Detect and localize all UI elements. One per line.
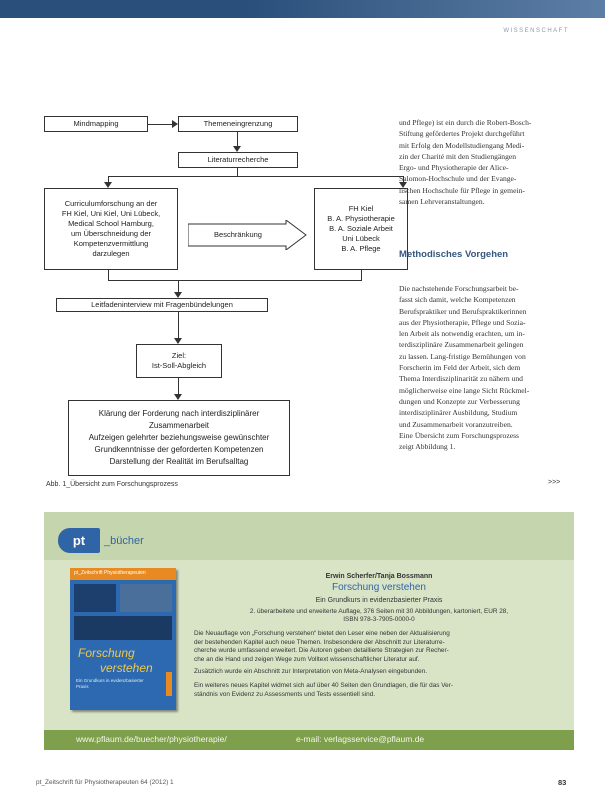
box-line: um Überschneidung der — [70, 229, 152, 238]
box-line: Grundkenntnisse der geforderten Kompetenzen — [94, 445, 264, 454]
top-color-bar — [0, 0, 605, 18]
box-text — [327, 204, 395, 254]
cover-photo — [120, 584, 172, 612]
box-line: B. A. Physiotherapie — [327, 214, 395, 223]
text-line: Ergo- und Physiotherapie der Alice- — [399, 163, 509, 173]
connector — [178, 378, 179, 394]
connector — [237, 168, 238, 176]
cover-photo — [74, 616, 172, 640]
text-line: Salomon-Hochschule und der Evange- — [399, 174, 517, 184]
book-description-2: Zusätzlich wurde ein Abschnitt zur Interpretation von Meta-Analysen eingebunden. — [194, 668, 428, 675]
box-line: Zusammenarbeit — [148, 421, 210, 430]
text-line: und Pflege) ist ein durch die Robert-Bosch- — [399, 118, 532, 127]
book-details: 2. überarbeitete und erweiterte Auflage, 376 Seiten mit 30 Abbildungen, kartoniert, EUR 28, — [249, 608, 509, 615]
box-text — [89, 408, 270, 468]
connector — [148, 124, 172, 125]
book-cover-subtitle: Ein Grundkurs in evidenzbasierter Praxis — [76, 678, 144, 689]
continue-marker: >>> — [548, 479, 561, 486]
text-line: Die Neuauflage von „Forschung verstehen“ bietet den Leser eine neben der Aktualisierung — [194, 630, 450, 637]
box-line: Darstellung der Realität im Berufsalltag — [109, 457, 249, 466]
box-label: Mindmapping — [73, 119, 119, 128]
connector — [178, 312, 179, 338]
connector — [108, 270, 109, 280]
text-line: der bestehenden Kapitel auch neue Themen. Insbesondere der Abschnitt zur Literaturre- — [194, 638, 445, 646]
connector — [108, 280, 362, 281]
box-line: Kompetenzvermittlung — [73, 239, 149, 248]
box-line: Ziel: — [171, 351, 187, 360]
box-line: Uni Lübeck — [342, 234, 380, 243]
paragraph-intro — [399, 117, 569, 207]
box-line: Ist-Soll-Abgleich — [151, 361, 207, 370]
text-line: Berufspraktiker und Berufspraktikerinnen — [399, 306, 527, 316]
text-line: cherche wurde umfassend erweitert. Die Autoren geben detaillierte Strategien zur Recher- — [194, 647, 449, 655]
box-mindmapping — [44, 116, 148, 132]
book-cover-title: verstehen — [100, 661, 153, 675]
text-line: Die nachstehende Forschungsarbeit be- — [399, 284, 519, 293]
book-description — [194, 630, 564, 664]
paragraph-methods — [399, 283, 569, 452]
text-line: samen Lehrveranstaltungen. — [399, 197, 485, 207]
box-text — [62, 199, 160, 259]
connector — [108, 176, 404, 177]
text-line: interdisziplinärer Ausbildung, Studium — [399, 408, 518, 418]
text-line: fasst sich damit, welche Kompetenzen — [399, 295, 516, 305]
box-label: Themeneingrenzung — [203, 119, 273, 128]
book-isbn: ISBN 978-3-7905-0000-0 — [343, 616, 415, 623]
publisher-link[interactable]: www.pflaum.de/buecher/physiotherapie/ — [76, 734, 227, 744]
text-line: zeigt Abbildung 1. — [399, 442, 456, 452]
page-number: 83 — [558, 778, 567, 787]
text-line: Forscherin im Feld der Arbeit, sich dem — [399, 363, 521, 373]
book-cover[interactable] — [70, 568, 176, 710]
box-line: B. A. Soziale Arbeit — [329, 224, 393, 233]
box-leitfadeninterview — [56, 298, 268, 312]
connector — [237, 132, 238, 146]
box-line: FH Kiel — [348, 204, 374, 213]
book-description-3 — [194, 682, 564, 699]
text-line: möglicherweise eine lange Sicht Rückmel- — [399, 385, 530, 395]
box-line: FH Kiel, Uni Kiel, Uni Lübeck, — [61, 209, 161, 218]
text-line: zin der Charité mit den Studiengängen — [399, 151, 517, 161]
box-line: Klärung der Forderung nach interdisziplinärer — [98, 409, 260, 418]
text-line: che an die Hand und zeigen Wege zum Volltext wissenschaftlicher Literatur auf. — [194, 655, 420, 663]
figure-caption: Abb. 1_Übersicht zum Forschungsprozess — [46, 481, 178, 488]
text-line: ständnis von Evidenz zu Assessments und Tests essentiell sind. — [194, 690, 376, 698]
text-line: Stiftung gefördertes Projekt durchgeführt — [399, 129, 525, 139]
box-label: Leitfadeninterview mit Fragenbündelungen — [91, 300, 233, 309]
book-cover-title: Forschung — [78, 646, 135, 660]
book-authors: Erwin Scherfer/Tanja Bossmann — [325, 573, 433, 580]
connector — [361, 270, 362, 280]
book-series: pt_Zeitschrift Physiotherapeuten — [74, 570, 146, 576]
pt-logo: pt — [58, 528, 100, 553]
text-line: aus der Physiotherapie, Pflege und Sozia- — [399, 317, 526, 327]
text-line: und Zusammenarbeit voranzutreiben. — [399, 419, 513, 429]
email-link[interactable]: e-mail: verlagsservice@pflaum.de — [296, 734, 425, 744]
box-label: Literaturrecherche — [207, 155, 269, 164]
text-line: Thema Interdisziplinarität zu nähern und — [399, 374, 523, 384]
book-subtitle: Ein Grundkurs in evidenzbasierter Praxis — [315, 597, 443, 604]
text-line: lischen Hochschule für Pflege in gemein- — [399, 185, 525, 195]
box-line: Curriculumforschung an der — [64, 199, 158, 208]
top-bar-shade — [245, 0, 605, 18]
text-line: terdisziplinäre Zusammenarbeit gelingen — [399, 340, 524, 350]
box-literaturrecherche — [178, 152, 298, 168]
box-line: Medical School Hamburg, — [68, 219, 154, 228]
text-line: zu lassen. Lang-fristige Bemühungen von — [399, 351, 526, 361]
section-heading: Methodisches Vorgehen — [399, 249, 509, 260]
box-ziel — [136, 344, 222, 378]
connector — [178, 280, 179, 292]
section-label: WISSENSCHAFT — [503, 28, 569, 34]
book-cover-stripe — [166, 672, 172, 696]
cover-photo — [74, 584, 116, 612]
pt-books-label: _bücher — [104, 535, 144, 547]
box-themeneingrenzung — [178, 116, 298, 132]
box-curriculumforschung — [44, 188, 178, 270]
text-line: Ein weiteres neues Kapitel widmet sich auf über 40 Seiten den Grundlagen, die für das Ver- — [194, 682, 453, 689]
text-line: Eine Übersicht zum Forschungsprozess — [399, 430, 519, 440]
box-line: B. A. Pflege — [341, 244, 381, 253]
box-text — [152, 351, 206, 371]
box-line: darzulegen — [92, 249, 130, 258]
box-outcomes — [68, 400, 290, 476]
journal-footer: pt_Zeitschrift für Physiotherapeuten 64 (2012) 1 — [36, 779, 174, 786]
beschraenkung-label: Beschränkung — [214, 230, 262, 239]
book-title: Forschung verstehen — [332, 582, 426, 593]
text-line: mit Erfolg den Modellstudiengang Medi- — [399, 140, 525, 150]
box-line: Aufzeigen gelehrter beziehungsweise gewünschter — [88, 433, 270, 442]
text-line: dungen und Konzepte zur Verbesserung — [399, 396, 520, 406]
text-line: len Arbeit als notwendig erachten, um in- — [399, 329, 525, 339]
box-institutions — [314, 188, 408, 270]
